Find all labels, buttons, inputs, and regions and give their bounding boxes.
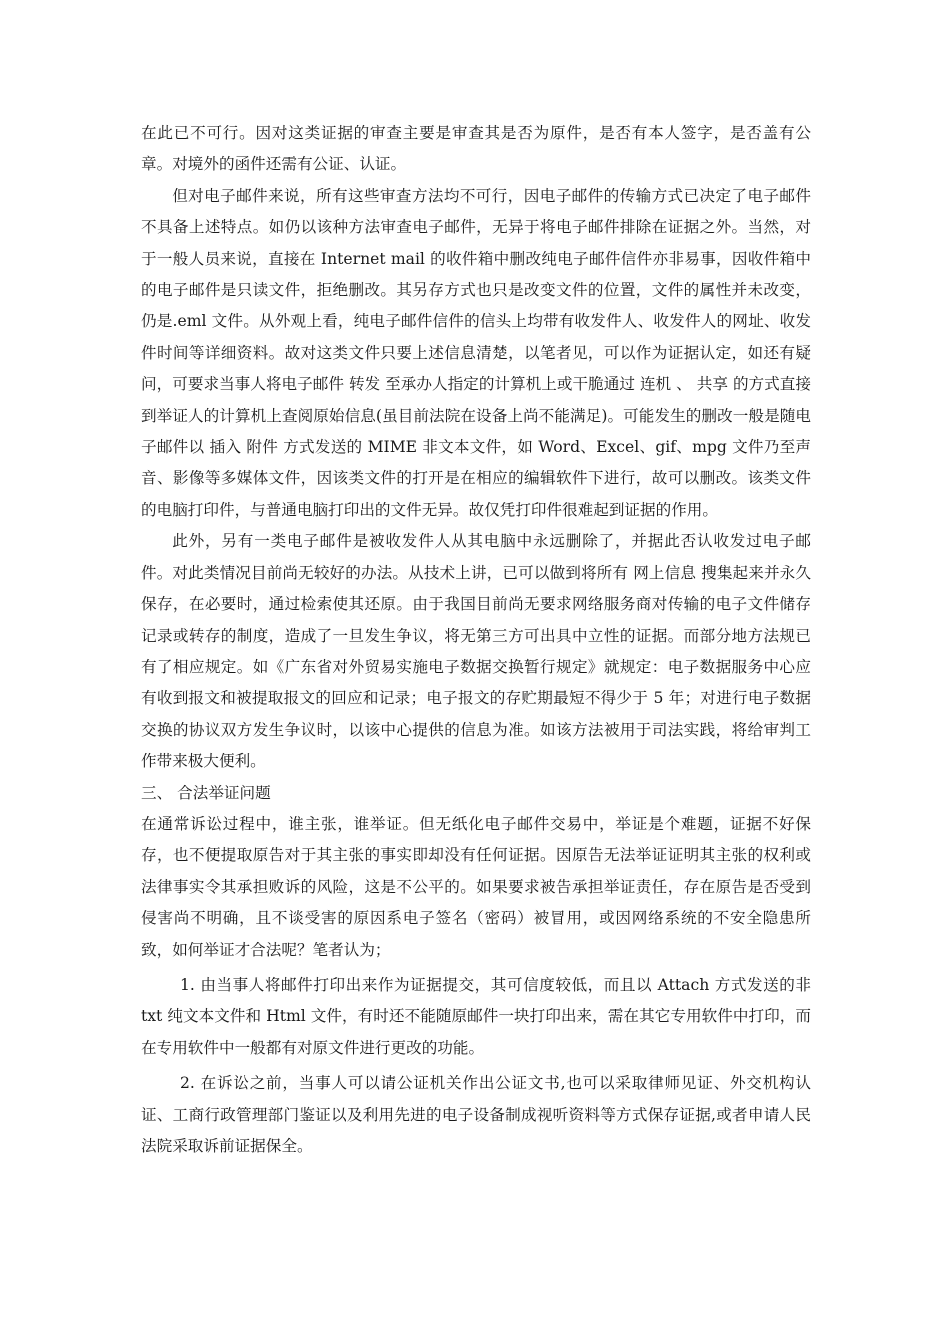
paragraph-deleted-email: 此外，另有一类电子邮件是被收发件人从其电脑中永远删除了，并据此否认收发过电子邮件。对此类情况目前尚无较好的办法。从技术上讲，已可以做到将所有 网上信息 搜集起来并永久保存，在必要时，通过检索使其还原。由于我国目前尚无要求网络服务商对传输的电子文件储存记录或转存的制度，造成了一旦发生争议，将无第三方可出具中立性的证据。而部分地方法规已有了相应规定。如《广东省对外贸易实施电子数据交换暂行规定》就规定：电子数据服务中心应有收到报文和被提取报文的回应和记录；电子报文的存贮期最短不得少于 5 年；对进行电子数据交换的协议双方发生争议时，以该中心提供的信息为准。如该方法被用于司法实践，将给审判工作带来极大便利。 (141, 532, 811, 771)
list-item-point-2: 2. 在诉讼之前，当事人可以请公证机关作出公证文书,也可以采取律师见证、外交机构认证、工商行政管理部门鉴证以及利用先进的电子设备制成视听资料等方式保存证据,或者申请人民法院采取诉前证据保全。 (141, 1074, 811, 1155)
paragraph-email-review: 但对电子邮件来说，所有这些审查方法均不可行，因电子邮件的传输方式已决定了电子邮件不具备上述特点。如仍以该种方法审查电子邮件，无异于将电子邮件排除在证据之外。当然，对于一般人员来说，直接在 Internet mail 的收件箱中删改纯电子邮件信件亦非易事，因收件箱中的电子邮件是只读文件，拒绝删改。其另存方式也只是改变文件的位置，文件的属性并未改变，仍是.eml 文件。从外观上看，纯电子邮件信件的信头上均带有收发件人、收发件人的网址、收发件时间等详细资料。故对这类文件只要上述信息清楚，以笔者见，可以作为证据认定，如还有疑问，可要求当事人将电子邮件 转发 至承办人指定的计算机上或干脆通过 连机 、 共享 的方式直接到举证人的计算机上查阅原始信息(虽目前法院在设备上尚不能满足)。可能发生的删改一般是随电子邮件以 插入 附件 方式发送的 MIME 非文本文件，如 Word、Excel、gif、mpg 文件乃至声音、影像等多媒体文件，因该类文件的打开是在相应的编辑软件下进行，故可以删改。该类文件的电脑打印件，与普通电脑打印出的文件无异。故仅凭打印件很难起到证据的作用。 (141, 186, 811, 519)
list-item-point-1: 1. 由当事人将邮件打印出来作为证据提交，其可信度较低，而且以 Attach 方式发送的非 txt 纯文本文件和 Html 文件，有时还不能随原邮件一块打印出来，需在其它专用软件中打印，而在专用软件中一般都有对原文件进行更改的功能。 (141, 975, 811, 1057)
paragraph-continuation: 在此已不可行。因对这类证据的审查主要是审查其是否为原件，是否有本人签字，是否盖有公章。对境外的函件还需有公证、认证。 (141, 124, 811, 174)
document-page (141, 118, 811, 1162)
section-heading: 三、 合法举证问题 (141, 783, 271, 802)
section-intro: 在通常诉讼过程中，谁主张，谁举证。但无纸化电子邮件交易中，举证是个难题，证据不好保存，也不便提取原告对于其主张的事实即却没有任何证据。因原告无法举证证明其主张的权利或法律事实令其承担败诉的风险，这是不公平的。如果要求被告承担举证责任，存在原告是否受到侵害尚不明确，且不谈受害的原因系电子签名（密码）被冒用，或因网络系统的不安全隐患所致，如何举证才合法呢？笔者认为； (141, 814, 811, 959)
